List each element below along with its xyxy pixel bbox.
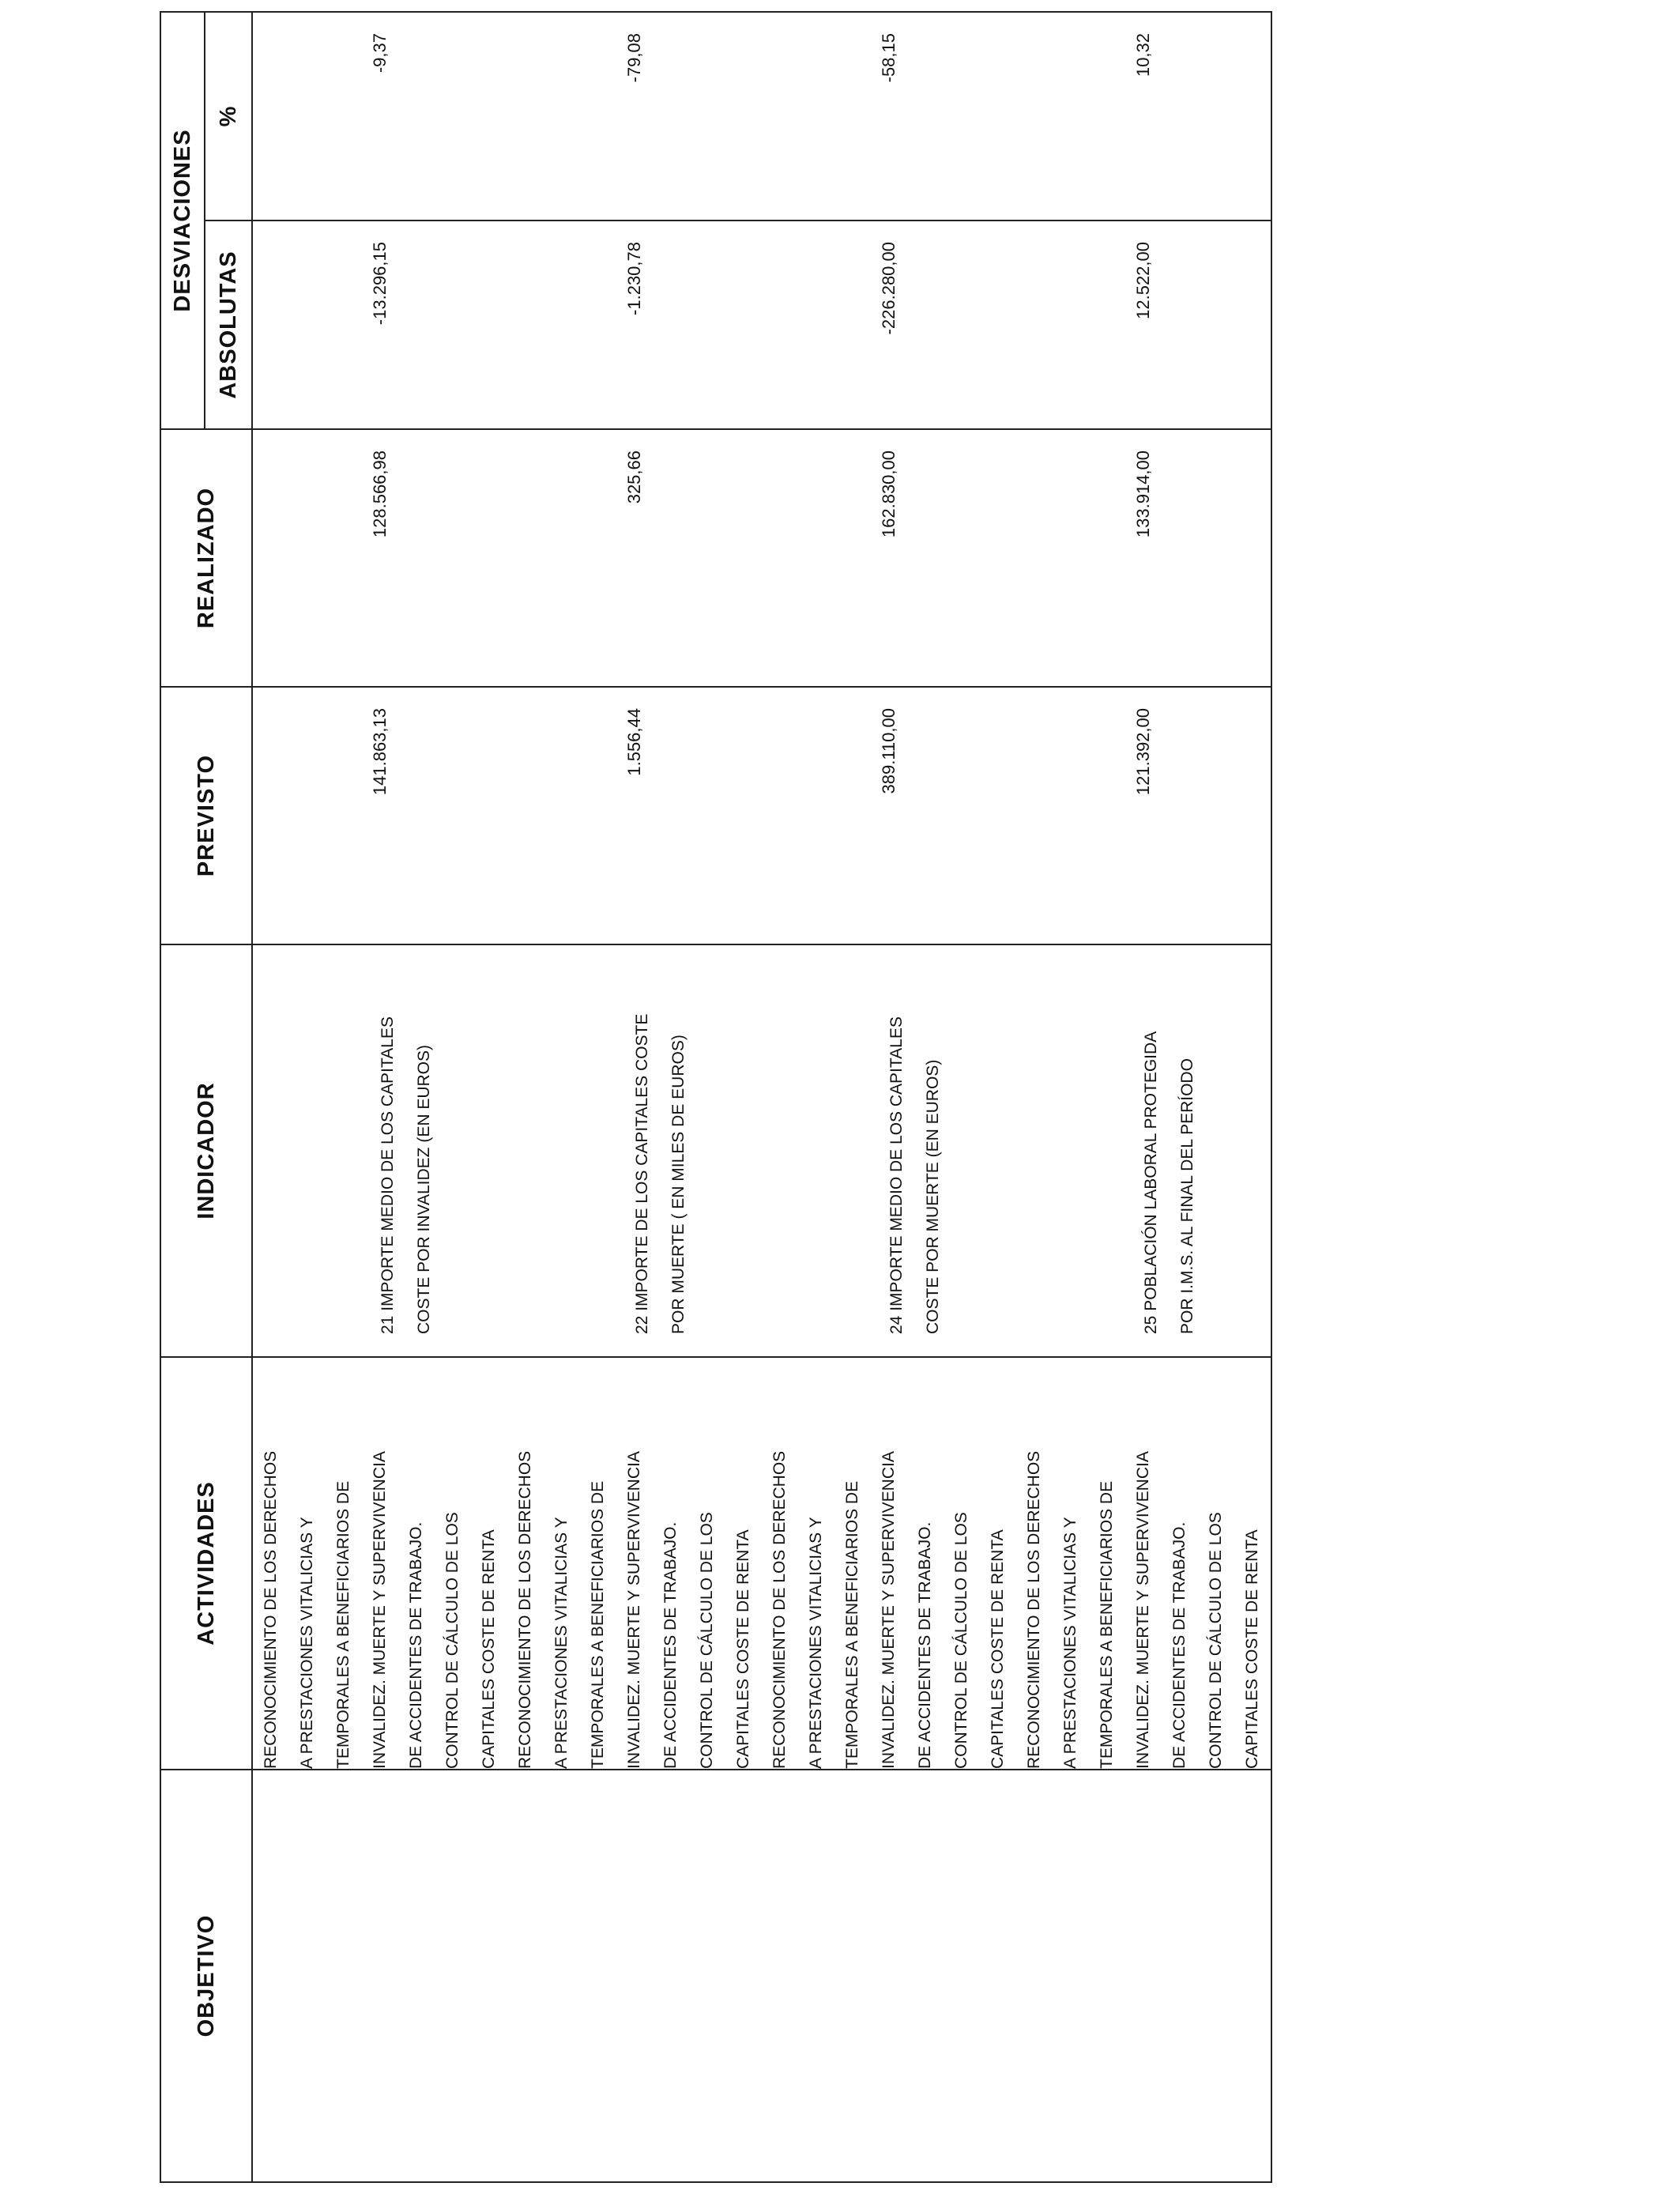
indicador-text [879, 1016, 951, 1334]
actividad-line: DE ACCIDENTES DE TRABAJO. [661, 1521, 680, 1769]
header-row [160, 12, 205, 2182]
indicador-text [370, 1016, 443, 1334]
indicador-line: COSTE POR MUERTE (EN EUROS) [924, 1059, 942, 1334]
indicador-line: 22 IMPORTE DE LOS CAPITALES COSTE [633, 1013, 651, 1334]
actividad-line: A PRESTACIONES VITALICIAS Y [807, 1517, 825, 1769]
actividad-line: DE ACCIDENTES DE TRABAJO. [916, 1521, 934, 1769]
actividad-line: RECONOCIMIENTO DE LOS DERECHOS [770, 1450, 789, 1769]
header-percent: % [205, 12, 252, 221]
actividad-line: INVALIDEZ. MUERTE Y SUPERVIVENCIA [880, 1451, 898, 1769]
actividad-line: RECONOCIMIENTO DE LOS DERECHOS [1025, 1450, 1043, 1769]
rotated-report-sheet [160, 13, 1268, 2183]
actividad-line: RECONOCIMIENTO DE LOS DERECHOS [516, 1450, 534, 1769]
actividad-line: INVALIDEZ. MUERTE Y SUPERVIVENCIA [625, 1451, 643, 1769]
realizado-value: 128.566,98 [370, 450, 390, 538]
previsto-cell [252, 687, 1271, 944]
actividad-line: A PRESTACIONES VITALICIAS Y [298, 1517, 316, 1769]
actividad-line: CONTROL DE CÁLCULO DE LOS [443, 1512, 461, 1769]
indicador-line: 24 IMPORTE MEDIO DE LOS CAPITALES [887, 1016, 906, 1334]
actividad-line: CONTROL DE CÁLCULO DE LOS [698, 1512, 716, 1769]
actividad-line: TEMPORALES A BENEFICIARIOS DE [589, 1480, 607, 1769]
realizado-value: 133.914,00 [1133, 450, 1153, 538]
actividad-line: INVALIDEZ. MUERTE Y SUPERVIVENCIA [371, 1451, 389, 1769]
percent-value: -79,08 [624, 32, 644, 83]
actividad-line: CONTROL DE CÁLCULO DE LOS [1207, 1512, 1225, 1769]
actividad-line: CAPITALES COSTE DE RENTA [480, 1529, 498, 1769]
realizado-value: 325,66 [624, 450, 644, 504]
previsto-value: 121.392,00 [1133, 708, 1153, 796]
indicador-line: COSTE POR INVALIDEZ (EN EUROS) [415, 1045, 433, 1334]
actividad-line: CAPITALES COSTE DE RENTA [734, 1529, 752, 1769]
percent-value: -9,37 [370, 32, 390, 74]
percent-value: 10,32 [1133, 32, 1153, 77]
actividad-line: CONTROL DE CÁLCULO DE LOS [952, 1512, 970, 1769]
objetivo-cell [252, 1770, 1271, 2182]
indicador-line: POR I.M.S. AL FINAL DEL PERÍODO [1178, 1058, 1196, 1334]
percent-cell [252, 12, 1271, 221]
realizado-cell [252, 429, 1271, 687]
actividad-line: A PRESTACIONES VITALICIAS Y [552, 1517, 571, 1769]
absolutas-value: -13.296,15 [370, 242, 390, 326]
indicator-table [160, 11, 1272, 2183]
previsto-value: 141.863,13 [370, 708, 390, 796]
header-absolutas: ABSOLUTAS [205, 221, 252, 429]
actividad-line: RECONOCIMIENTO DE LOS DERECHOS [262, 1450, 280, 1769]
actividad-line: DE ACCIDENTES DE TRABAJO. [1170, 1521, 1188, 1769]
header-realizado: REALIZADO [160, 429, 252, 687]
indicador-text [624, 1014, 697, 1334]
indicador-line: 21 IMPORTE MEDIO DE LOS CAPITALES [379, 1016, 397, 1334]
actividad-line: DE ACCIDENTES DE TRABAJO. [407, 1521, 425, 1769]
absolutas-cell [252, 221, 1271, 429]
actividades-cell [252, 1357, 1271, 1770]
actividad-line: TEMPORALES A BENEFICIARIOS DE [334, 1480, 352, 1769]
actividad-line: TEMPORALES A BENEFICIARIOS DE [1098, 1480, 1116, 1769]
header-indicador: INDICADOR [160, 944, 252, 1357]
absolutas-value: 12.522,00 [1133, 242, 1153, 319]
previsto-value: 1.556,44 [624, 708, 644, 776]
actividad-line: CAPITALES COSTE DE RENTA [1243, 1529, 1261, 1769]
indicador-line: 25 POBLACIÓN LABORAL PROTEGIDA [1142, 1031, 1160, 1334]
indicador-cell [252, 944, 1271, 1357]
actividad-line: A PRESTACIONES VITALICIAS Y [1061, 1517, 1079, 1769]
header-actividades: ACTIVIDADES [160, 1357, 252, 1770]
actividades-list [253, 1358, 1271, 1769]
realizado-value: 162.830,00 [879, 450, 898, 538]
header-objetivo: OBJETIVO [160, 1770, 252, 2182]
absolutas-value: -226.280,00 [879, 242, 898, 335]
header-desviaciones: DESVIACIONES [160, 12, 205, 429]
percent-value: -58,15 [879, 32, 898, 83]
header-previsto: PREVISTO [160, 687, 252, 944]
table-body-row [252, 12, 1271, 2182]
actividad-line: CAPITALES COSTE DE RENTA [989, 1529, 1007, 1769]
actividad-line: INVALIDEZ. MUERTE Y SUPERVIVENCIA [1134, 1451, 1152, 1769]
indicador-line: POR MUERTE ( EN MILES DE EUROS) [669, 1035, 687, 1334]
actividad-line: TEMPORALES A BENEFICIARIOS DE [843, 1480, 861, 1769]
indicador-text [1133, 1031, 1206, 1334]
absolutas-value: -1.230,78 [624, 242, 644, 315]
previsto-value: 389.110,00 [879, 708, 898, 794]
